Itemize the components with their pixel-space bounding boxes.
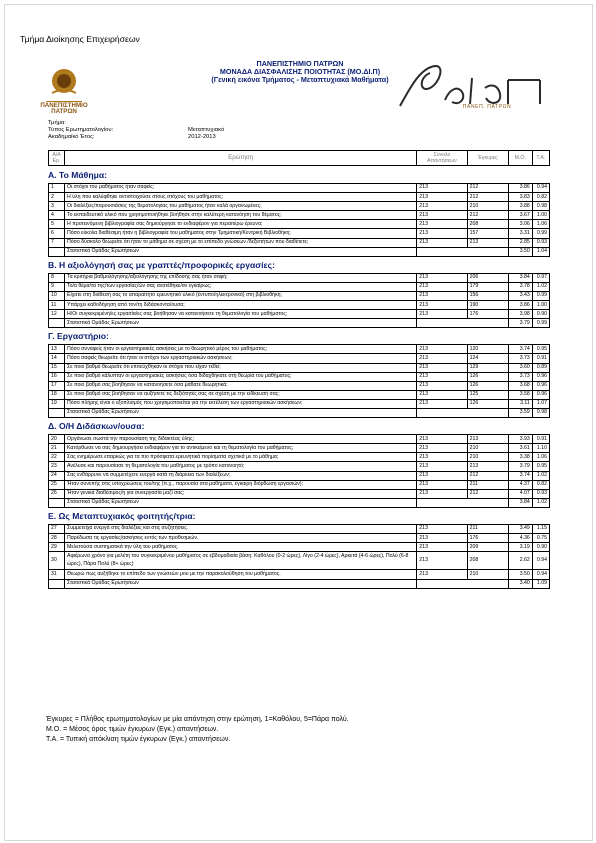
row-total: 213 <box>417 444 467 453</box>
stat-empty <box>49 409 65 418</box>
row-question: Παρέδωσα τις εργασίες/ασκήσεις εντός των προθεσμιών. <box>65 534 417 543</box>
row-sd: 0.96 <box>532 381 549 390</box>
stat-mean: 3.59 <box>508 409 532 418</box>
row-question: Υπάρχει καθοδήγηση από τον/τη διδάσκοντα/ουσα; <box>65 301 417 310</box>
row-num: 4 <box>49 211 65 220</box>
row-question: Ήταν συνεπής στις υποχρεώσεις του/της (π.χ., παρουσία στα μαθήματα, έγκαιρη διόρθωση εργασιών); <box>65 480 417 489</box>
row-valid: 212 <box>467 211 508 220</box>
row-question: Πόσο συναφείς ήταν οι εργαστηριακές ασκήσεις με το θεωρητικό μέρος του μαθήματος; <box>65 345 417 354</box>
row-mean: 2.85 <box>508 238 532 247</box>
table-row <box>49 480 550 489</box>
table-row <box>49 552 550 570</box>
row-valid: 208 <box>467 220 508 229</box>
row-num: 29 <box>49 543 65 552</box>
row-sd: 1.10 <box>532 444 549 453</box>
row-num: 21 <box>49 444 65 453</box>
table-row <box>49 229 550 238</box>
stat-empty <box>417 498 467 507</box>
section-title: Ε. Ως Μεταπτυχιακός φοιτητής/τρια: <box>48 511 196 521</box>
header-valid: Έγκυρες <box>467 151 508 166</box>
row-num: 19 <box>49 399 65 408</box>
stat-label: Στατιστικά Ομάδας Ερωτήσεων <box>65 409 417 418</box>
row-mean: 3.86 <box>508 301 532 310</box>
table-row <box>49 399 550 408</box>
meta-value: Μεταπτυχιακό <box>188 127 225 134</box>
stat-sd: 0.99 <box>532 319 549 328</box>
row-sd: 0.82 <box>532 480 549 489</box>
section-title: Γ. Εργαστήριο: <box>48 331 109 342</box>
stat-empty <box>467 247 508 256</box>
row-valid: 212 <box>467 184 508 193</box>
row-num: 6 <box>49 229 65 238</box>
row-valid: 179 <box>467 282 508 291</box>
stat-label: Στατιστικά Ομάδας Ερωτήσεων <box>65 498 417 507</box>
stat-sd: 1.02 <box>532 498 549 507</box>
section-table <box>48 434 550 508</box>
row-num: 5 <box>49 220 65 229</box>
row-mean: 3.74 <box>508 345 532 354</box>
row-question: Οργάνωσε σωστά την παρουσίαση της διδακτέας ύλης; <box>65 435 417 444</box>
table-row <box>49 444 550 453</box>
table-row <box>49 354 550 363</box>
row-total: 213 <box>417 202 467 211</box>
row-num: 17 <box>49 381 65 390</box>
row-num: 15 <box>49 363 65 372</box>
table-row <box>49 282 550 291</box>
row-question: Πόσο δύσκολο θεωρείτε ότι ήταν το μάθημα σε σχέση με το επίπεδο γνώσεων /δεξιοτήτων που διαθέτετε; <box>65 238 417 247</box>
row-num: 27 <box>49 525 65 534</box>
header-total: Σύνολο Απαντήσεων <box>417 151 467 166</box>
row-question: Σε ποιο βαθμό θεωρείτε ότι επιτεύχθηκαν οι στόχοι που είχαν τεθεί; <box>65 363 417 372</box>
row-valid: 209 <box>467 543 508 552</box>
row-mean: 3.68 <box>508 381 532 390</box>
row-mean: 4.07 <box>508 489 532 498</box>
row-num: 20 <box>49 435 65 444</box>
row-num: 24 <box>49 471 65 480</box>
row-question: Οι στόχοι του μαθήματος ήταν σαφείς; <box>65 184 417 193</box>
legend-mean: Μ.Ο. = Μέσος όρος τιμών έγκυρων (Εγκ.) απαντήσεων. <box>46 726 219 733</box>
row-sd: 0.93 <box>532 238 549 247</box>
row-sd: 0.94 <box>532 570 549 579</box>
group-stat-row <box>49 498 550 507</box>
stat-empty <box>417 319 467 328</box>
stat-empty <box>467 319 508 328</box>
row-valid: 126 <box>467 399 508 408</box>
group-stat-row <box>49 409 550 418</box>
row-question: Αφιέρωνα χρόνο για μελέτη του συγκεκριμένου μαθήματος σε εβδομαδιαία βάση: Καθόλου (0-2 ώρες), Λίγο (2-4 ώρες), Αρκετά (4-6 ώρες), Πολύ (6-8 ώρες), Πάρα Πολύ (8+ ώρες) <box>65 552 417 570</box>
table-row <box>49 184 550 193</box>
header-subtitle: (Γενική εικόνα Τμήματος - Μεταπτυχιακά Μαθήματα) <box>211 75 389 85</box>
table-row <box>49 570 550 579</box>
row-num: 22 <box>49 453 65 462</box>
row-mean: 3.84 <box>508 273 532 282</box>
row-question: Το εκπαιδευτικό υλικό που χρησιμοποιήθηκε βοήθησε στην καλύτερη κατανόηση του θέματος; <box>65 211 417 220</box>
row-valid: 210 <box>467 202 508 211</box>
table-row <box>49 534 550 543</box>
meta-row <box>48 134 224 141</box>
row-total: 213 <box>417 435 467 444</box>
table-row <box>49 453 550 462</box>
table-row <box>49 301 550 310</box>
row-sd: 0.96 <box>532 372 549 381</box>
row-question: Η ύλη που καλύφθηκε αντιστοιχούσε στους στόχους του μαθήματος; <box>65 193 417 202</box>
modip-logo <box>390 58 560 116</box>
stat-sd: 1.09 <box>532 579 549 588</box>
legend-valid: Έγκυρες = Πλήθος ερωτηματολογίων με μία απάντηση στην ερώτηση, 1=Καθόλου, 5=Πάρα πολύ. <box>46 716 349 723</box>
modip-logo-subtext: ΠΑΝΕΠ. ΠΑΤΡΩΝ <box>462 104 512 110</box>
row-total: 213 <box>417 372 467 381</box>
row-mean: 3.31 <box>508 229 532 238</box>
row-mean: 3.06 <box>508 220 532 229</box>
row-valid: 206 <box>467 273 508 282</box>
row-sd: 0.90 <box>532 310 549 319</box>
table-row <box>49 489 550 498</box>
row-question: Πόσο εύκολα διαθέσιμη ήταν η βιβλιογραφία του μαθήματος στην Τμηματική/Κεντρική Βιβλιοθήκη; <box>65 229 417 238</box>
row-total: 213 <box>417 238 467 247</box>
row-num: 30 <box>49 552 65 570</box>
row-sd: 0.97 <box>532 273 549 282</box>
row-valid: 213 <box>467 435 508 444</box>
row-valid: 190 <box>467 301 508 310</box>
row-valid: 210 <box>467 570 508 579</box>
header-num: Α/Α Ερ. <box>49 151 65 166</box>
meta-key: Τμήμα: <box>48 120 66 126</box>
row-total: 213 <box>417 525 467 534</box>
row-sd: 1.07 <box>532 399 549 408</box>
table-row <box>49 345 550 354</box>
row-mean: 3.19 <box>508 543 532 552</box>
row-total: 213 <box>417 354 467 363</box>
row-valid: 125 <box>467 390 508 399</box>
row-question: Πόσο σαφείς θεωρείτε ότι ήταν οι στόχοι των εργαστηριακών ασκήσεων; <box>65 354 417 363</box>
row-mean: 3.93 <box>508 435 532 444</box>
row-mean: 3.73 <box>508 372 532 381</box>
meta-value: 2012-2013 <box>188 134 216 141</box>
row-sd: 1.00 <box>532 211 549 220</box>
row-sd: 0.95 <box>532 345 549 354</box>
row-sd: 0.91 <box>532 354 549 363</box>
row-sd: 1.06 <box>532 453 549 462</box>
row-total: 213 <box>417 390 467 399</box>
stat-mean: 3.40 <box>508 579 532 588</box>
row-sd: 1.02 <box>532 471 549 480</box>
row-mean: 3.49 <box>508 525 532 534</box>
table-row <box>49 381 550 390</box>
row-total: 213 <box>417 534 467 543</box>
row-num: 25 <box>49 480 65 489</box>
row-total: 213 <box>417 273 467 282</box>
row-mean: 3.78 <box>508 282 532 291</box>
stat-empty <box>417 579 467 588</box>
university-logo <box>38 63 90 121</box>
row-question: Οι διαλέξεις/παρουσιάσεις της θεματολογίας του μαθήματος ήταν καλά οργανωμένες; <box>65 202 417 211</box>
row-num: 16 <box>49 372 65 381</box>
row-total: 213 <box>417 462 467 471</box>
row-valid: 126 <box>467 372 508 381</box>
row-sd: 0.99 <box>532 291 549 300</box>
stat-label: Στατιστικά Ομάδας Ερωτήσεων <box>65 319 417 328</box>
row-total: 213 <box>417 282 467 291</box>
row-sd: 0.90 <box>532 543 549 552</box>
row-valid: 176 <box>467 310 508 319</box>
stat-empty <box>417 247 467 256</box>
table-row <box>49 220 550 229</box>
row-total: 213 <box>417 291 467 300</box>
row-num: 12 <box>49 310 65 319</box>
row-mean: 3.61 <box>508 444 532 453</box>
section-table <box>48 524 550 589</box>
row-num: 1 <box>49 184 65 193</box>
row-sd: 0.93 <box>532 489 549 498</box>
row-num: 28 <box>49 534 65 543</box>
row-total: 213 <box>417 480 467 489</box>
row-sd: 0.89 <box>532 363 549 372</box>
row-mean: 3.11 <box>508 399 532 408</box>
table-row <box>49 273 550 282</box>
row-valid: 211 <box>467 525 508 534</box>
meta-key: Ακαδημαϊκό Έτος: <box>48 134 95 141</box>
row-mean: 3.79 <box>508 462 532 471</box>
row-valid: 124 <box>467 354 508 363</box>
table-row <box>49 363 550 372</box>
row-sd: 0.95 <box>532 462 549 471</box>
row-sd: 0.94 <box>532 552 549 570</box>
row-question: Η/Οι συγκεκριμένη/ες εργασία/ες σας βοήθησαν να κατανοήσετε τη θεματολογία του μαθήματος; <box>65 310 417 319</box>
table-row <box>49 310 550 319</box>
table-row <box>49 211 550 220</box>
row-num: 14 <box>49 354 65 363</box>
row-valid: 212 <box>467 489 508 498</box>
row-question: Κατόρθωσε να σας δημιουργήσει ενδιαφέρον για το αντικείμενο και τη θεματολογία του μαθήματος; <box>65 444 417 453</box>
row-valid: 208 <box>467 552 508 570</box>
university-logo-text: ΠΑΝΕΠΙΣΤΗΜΙΟ ΠΑΤΡΩΝ <box>40 102 88 115</box>
stat-sd: 1.04 <box>532 247 549 256</box>
row-question: Ήταν γενικά διαθέσιμος/η για συνεργασία μαζί σας; <box>65 489 417 498</box>
stat-empty <box>49 319 65 328</box>
row-mean: 4.36 <box>508 534 532 543</box>
row-sd: 0.96 <box>532 390 549 399</box>
row-valid: 210 <box>467 444 508 453</box>
table-row <box>49 238 550 247</box>
group-stat-row <box>49 319 550 328</box>
row-sd: 1.02 <box>532 282 549 291</box>
row-mean: 3.58 <box>508 390 532 399</box>
row-mean: 3.98 <box>508 310 532 319</box>
row-valid: 212 <box>467 471 508 480</box>
row-sd: 0.99 <box>532 229 549 238</box>
row-num: 13 <box>49 345 65 354</box>
row-total: 213 <box>417 220 467 229</box>
row-total: 213 <box>417 211 467 220</box>
stat-empty <box>467 579 508 588</box>
stat-empty <box>49 247 65 256</box>
row-total: 213 <box>417 570 467 579</box>
table-row <box>49 543 550 552</box>
row-sd: 0.75 <box>532 534 549 543</box>
row-valid: 129 <box>467 363 508 372</box>
stat-mean: 3.84 <box>508 498 532 507</box>
row-mean: 4.37 <box>508 480 532 489</box>
table-row <box>49 462 550 471</box>
row-num: 31 <box>49 570 65 579</box>
table-row <box>49 390 550 399</box>
row-sd: 0.98 <box>532 202 549 211</box>
row-question: Μελετούσα συστηματικά την ύλη του μαθήματος. <box>65 543 417 552</box>
row-valid: 213 <box>467 238 508 247</box>
row-valid: 212 <box>467 193 508 202</box>
row-sd: 1.06 <box>532 220 549 229</box>
stat-empty <box>467 498 508 507</box>
row-mean: 3.73 <box>508 354 532 363</box>
row-total: 213 <box>417 453 467 462</box>
stat-mean: 3.79 <box>508 319 532 328</box>
row-mean: 3.67 <box>508 211 532 220</box>
row-valid: 213 <box>467 462 508 471</box>
table-row <box>49 193 550 202</box>
row-question: Σας ενθάρρυνε να συμμετέχετε ενεργά κατά τη διάρκεια των διαλέξεων; <box>65 471 417 480</box>
section-title: Δ. Ο/Η Διδάσκων/ουσα: <box>48 421 145 432</box>
row-num: 2 <box>49 193 65 202</box>
stat-sd: 0.98 <box>532 409 549 418</box>
row-question: Σε ποιο βαθμό σας βοήθησαν να κατανοήσετε όσα μάθατε θεωρητικά; <box>65 381 417 390</box>
table-row <box>49 435 550 444</box>
header-unit: ΜΟΝΑΔΑ ΔΙΑΣΦΑΛΙΣΗΣ ΠΟΙΟΤΗΤΑΣ (ΜΟ.ΔΙ.Π) <box>219 67 381 77</box>
stat-mean: 3.50 <box>508 247 532 256</box>
row-total: 213 <box>417 301 467 310</box>
row-total: 213 <box>417 552 467 570</box>
section-table <box>48 183 550 257</box>
table-row <box>49 525 550 534</box>
stat-empty <box>417 409 467 418</box>
stat-empty <box>49 498 65 507</box>
row-total: 213 <box>417 471 467 480</box>
row-sd: 0.91 <box>532 435 549 444</box>
row-sd: 0.94 <box>532 184 549 193</box>
group-stat-row <box>49 579 550 588</box>
row-num: 9 <box>49 282 65 291</box>
legend-sd: Τ.Α. = Τυπική απόκλιση τιμών έγκυρων (Εγκ.) απαντήσεων. <box>46 736 231 743</box>
meta-key: Τύπος Ερωτηματολογίου: <box>48 127 114 134</box>
table-row <box>49 471 550 480</box>
row-sd: 1.00 <box>532 301 549 310</box>
row-num: 8 <box>49 273 65 282</box>
row-total: 213 <box>417 310 467 319</box>
group-stat-row <box>49 247 550 256</box>
table-row <box>49 291 550 300</box>
row-question: Η προτεινόμενη βιβλιογραφία σας δημιούργησε το ενδιαφέρον για περαιτέρω έρευνα; <box>65 220 417 229</box>
row-valid: 156 <box>467 291 508 300</box>
row-mean: 3.43 <box>508 291 532 300</box>
row-question: Είχατε στη διάθεσή σας το απαραίτητο ερευνητικό υλικό (έντυπο/ηλεκτρονικό) στη βιβλιοθήκη; <box>65 291 417 300</box>
table-header <box>48 150 550 166</box>
section-table <box>48 273 550 329</box>
table-row <box>49 202 550 211</box>
row-question: Σας ενημέρωσε επαρκώς για τα πιο πρόσφατα ερευνητικά πορίσματα σχετικά με το μάθημα; <box>65 453 417 462</box>
row-total: 213 <box>417 229 467 238</box>
table-row <box>49 372 550 381</box>
row-mean: 3.38 <box>508 453 532 462</box>
row-mean: 2.62 <box>508 552 532 570</box>
header-sd: Τ.Α. <box>532 151 549 166</box>
row-sd: 1.15 <box>532 525 549 534</box>
row-total: 213 <box>417 193 467 202</box>
row-question: Σε ποιο βαθμό σας βοήθησαν να αυξήσετε τις δεξιότητές σας σε σχέση με την ειδίκευσή σας; <box>65 390 417 399</box>
stat-empty <box>467 409 508 418</box>
row-mean: 3.60 <box>508 363 532 372</box>
row-num: 23 <box>49 462 65 471</box>
row-question: Το/α θέμα/τα της/των εργασίας/ών σας ανατέθηκε/αν εγκαίρως; <box>65 282 417 291</box>
header-question: Ερώτηση <box>65 151 417 166</box>
row-mean: 3.50 <box>508 570 532 579</box>
row-question: Σε ποιο βαθμό κάλυπταν οι εργαστηριακές ασκήσεις όσα διδαχθήκατε στη θεωρία του μαθήματος; <box>65 372 417 381</box>
row-total: 213 <box>417 489 467 498</box>
row-valid: 210 <box>467 453 508 462</box>
row-total: 213 <box>417 543 467 552</box>
row-valid: 176 <box>467 534 508 543</box>
row-valid: 157 <box>467 229 508 238</box>
row-total: 213 <box>417 399 467 408</box>
report-meta <box>48 120 224 141</box>
row-mean: 3.74 <box>508 471 532 480</box>
row-total: 213 <box>417 363 467 372</box>
row-mean: 3.88 <box>508 202 532 211</box>
row-valid: 211 <box>467 480 508 489</box>
row-num: 10 <box>49 291 65 300</box>
row-sd: 0.82 <box>532 193 549 202</box>
row-total: 213 <box>417 345 467 354</box>
department-title: Τμήμα Διοίκησης Επιχειρήσεων <box>20 34 140 44</box>
section-title: Β. Η αξιολόγησή σας με γραπτές/προφορικές εργασίες: <box>48 259 275 270</box>
section-table <box>48 344 550 418</box>
legend-notes <box>46 715 349 745</box>
row-question: Συμμετείχα ενεργά στις διαλέξεις και στις συζητήσεις. <box>65 525 417 534</box>
row-question: Πόσο πλήρης είναι ο εξοπλισμός που χρησιμοποιείται για την εκτέλεση των εργαστηριακών ασκήσεων; <box>65 399 417 408</box>
stat-label: Στατιστικά Ομάδας Ερωτήσεων <box>65 247 417 256</box>
stat-label: Στατιστικά Ομάδας Ερωτήσεων <box>65 579 417 588</box>
row-num: 18 <box>49 390 65 399</box>
row-valid: 126 <box>467 381 508 390</box>
row-question: Τα κριτήρια βαθμολόγησης/αξιολόγησης της επίδοσής σας ήταν σαφή; <box>65 273 417 282</box>
row-question: Ανέλυσε και παρουσίασε τη θεματολογία του μαθήματος με τρόπο κατανοητό; <box>65 462 417 471</box>
row-question: Θεωρώ πως αυξήθηκε το επίπεδο των γνώσεών μου με την παρακολούθηση του μαθήματος. <box>65 570 417 579</box>
stat-empty <box>49 579 65 588</box>
row-mean: 3.83 <box>508 193 532 202</box>
row-total: 213 <box>417 381 467 390</box>
row-mean: 3.86 <box>508 184 532 193</box>
row-num: 3 <box>49 202 65 211</box>
header-university: ΠΑΝΕΠΙΣΤΗΜΙΟ ΠΑΤΡΩΝ <box>256 59 344 68</box>
row-num: 7 <box>49 238 65 247</box>
row-num: 26 <box>49 489 65 498</box>
row-num: 11 <box>49 301 65 310</box>
row-valid: 120 <box>467 345 508 354</box>
row-total: 213 <box>417 184 467 193</box>
section-title: Α. Το Μάθημα: <box>48 170 107 180</box>
header-mean: Μ.Ο. <box>508 151 532 166</box>
